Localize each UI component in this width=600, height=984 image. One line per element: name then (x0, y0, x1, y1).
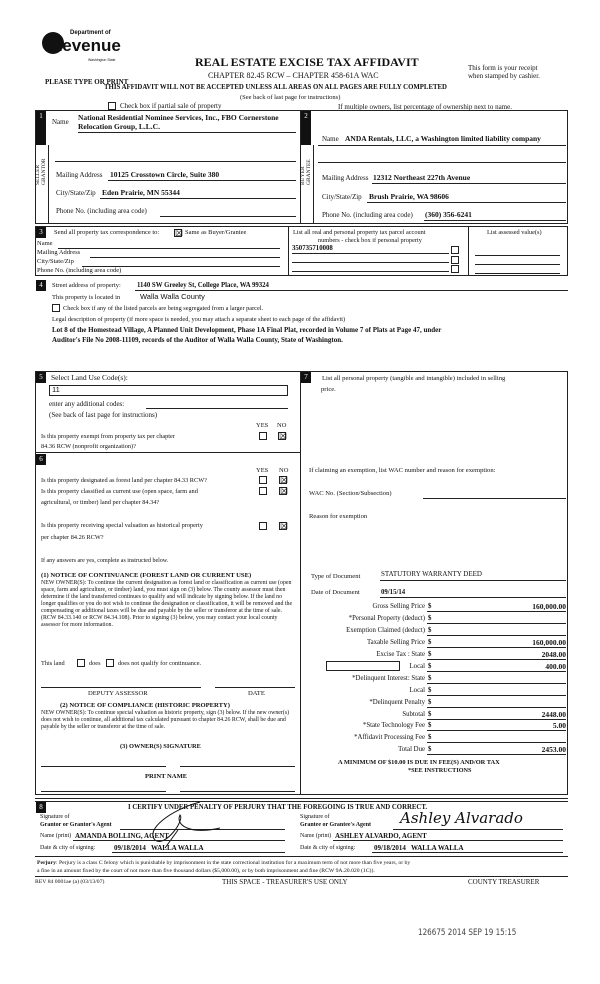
street-label: Street address of property: (52, 282, 121, 289)
section-8-badge: 8 (36, 802, 46, 813)
wac-field[interactable] (423, 498, 566, 499)
grantor-date-city[interactable]: 09/18/2014 WALLA WALLA (114, 844, 204, 852)
notice-compliance-heading: (2) NOTICE OF COMPLIANCE (HISTORIC PROPERTY) (60, 702, 230, 709)
county[interactable]: Walla Walla County (140, 292, 205, 301)
tax-row-label: Taxable Selling Price (366, 639, 425, 646)
historic-question-2: per chapter 84.26 RCW? (41, 534, 104, 541)
county-treasurer: COUNTY TREASURER (468, 878, 540, 886)
grantee-signature[interactable]: Ashley Alvarado (400, 809, 523, 827)
additional-codes-label: enter any additional codes: (49, 400, 125, 408)
buyer-city[interactable]: Brush Prairie, WA 98606 (369, 192, 449, 201)
buyer-address[interactable]: 12312 Northeast 227th Avenue (373, 173, 471, 182)
corr-name-field[interactable] (58, 248, 280, 249)
dollar-sign: $ (428, 651, 432, 658)
buyer-phone-label: Phone No. (including area code) (322, 211, 413, 219)
doc-date[interactable]: 09/15/14 (381, 589, 406, 596)
forest-no-checkbox[interactable]: ☒ (280, 475, 289, 485)
dollar-sign: $ (428, 663, 432, 670)
corr-city-label: City/State/Zip (37, 258, 74, 265)
personal-property-label-2: price. (321, 386, 336, 393)
grantee-date-city[interactable]: 09/18/2014 WALLA WALLA (374, 844, 464, 852)
seller-label: SELLER GRANTOR (35, 158, 47, 185)
land-use-code: 11 (52, 385, 60, 394)
form-revision: REV 84 0001ae (a) (03/13/07) (35, 879, 105, 885)
section-5-badge: 5 (36, 372, 46, 383)
historic-no-checkbox[interactable]: ☒ (280, 521, 289, 531)
does-qualify-checkbox[interactable] (77, 659, 85, 667)
chapter-line: CHAPTER 82.45 RCW – CHAPTER 458-61A WAC (208, 71, 379, 80)
if-yes-note: If any answers are yes, complete as instructed below. (41, 558, 169, 564)
seller-phone-label: Phone No. (including area code) (56, 207, 147, 215)
grantor-name-label: Name (print) (40, 833, 72, 839)
section-3-badge: 3 (36, 227, 46, 238)
tax-row-value[interactable]: 160,000.00 (532, 638, 566, 647)
grantor-signature-scribble (130, 800, 250, 850)
dollar-sign: $ (428, 711, 432, 718)
tax-row-value[interactable]: 5.00 (552, 721, 566, 730)
section-4-badge: 4 (36, 280, 46, 291)
dollar-sign: $ (428, 687, 432, 694)
tax-row-label: Subtotal (402, 711, 425, 718)
owner-signature-heading: (3) OWNER(S) SIGNATURE (120, 743, 201, 750)
tax-row-label: *Delinquent Interest: State (352, 675, 425, 682)
grantee-name-label: Name (print) (300, 833, 332, 839)
no-header: NO (277, 422, 287, 429)
exemption-claim-label: If claiming an exemption, list WAC number and reason for exemption: (309, 467, 496, 474)
tax-row-label: *Personal Property (deduct) (348, 615, 425, 622)
tax-row-value[interactable]: 2453.00 (541, 745, 566, 754)
parcel-header-2: numbers - check box if personal property (318, 237, 422, 244)
dollar-sign: $ (428, 722, 432, 729)
street-address[interactable]: 1140 SW Greeley St, College Place, WA 99324 (137, 282, 269, 289)
grantor-agent-label: Grantor or Grantor's Agent (40, 822, 112, 828)
grantee-date-label: Date & city of signing: (300, 845, 356, 851)
print-name-field-2[interactable] (180, 791, 295, 792)
signature-of-label: Signature of (300, 814, 330, 820)
see-back-5: (See back of last page for instructions) (49, 411, 158, 419)
seller-name-label: Name (52, 118, 69, 126)
land-use-code-field[interactable] (49, 385, 288, 396)
treasurer-stamp: 126675 2014 SEP 19 15:15 (418, 928, 517, 938)
treasurer-use-only: THIS SPACE - TREASURER'S USE ONLY (222, 878, 348, 886)
seller-address[interactable]: 10125 Crosstown Circle, Suite 380 (110, 170, 220, 179)
does-label: does (89, 660, 101, 667)
same-as-buyer-checkbox[interactable]: ☒ (175, 228, 184, 238)
logo-main: Revenue (50, 36, 121, 55)
perjury-text-2: a fine in an amount fixed by the court of not more than five thousand dollars ($5,000.00), or by both imprisonment and fine (RCW 9A.20.020 (1C)). (37, 868, 375, 874)
multiple-owners-note: If multiple owners, list percentage of ownership next to name. (338, 103, 512, 111)
dollar-sign: $ (428, 627, 432, 634)
section-1-badge: 1 (36, 111, 46, 145)
partial-sale-checkbox[interactable] (108, 102, 116, 110)
tax-row-label: *Affidavit Processing Fee (354, 734, 425, 741)
warning-line: THIS AFFIDAVIT WILL NOT BE ACCEPTED UNLESS ALL AREAS ON ALL PAGES ARE FULLY COMPLETED (104, 84, 447, 91)
personal-property-checkbox[interactable] (451, 256, 459, 264)
doc-type-label: Type of Document (311, 573, 361, 580)
yes-header: YES (256, 422, 269, 429)
personal-property-label: List all personal property (tangible and intangible) included in selling (322, 375, 506, 382)
tax-row-value[interactable]: 400.00 (545, 662, 566, 671)
legal-description-2[interactable]: Auditor's File No 2008-11109, records of the Auditor of Walla Walla County, State of Washington. (52, 336, 343, 344)
this-land-label: This land (41, 660, 65, 667)
personal-property-checkbox[interactable] (451, 265, 459, 273)
signature-of-label: Signature of (40, 814, 70, 820)
buyer-city-label: City/State/Zip (322, 193, 362, 201)
owner-signature[interactable] (41, 766, 166, 767)
section-7-badge: 7 (301, 372, 311, 383)
exempt-no-checkbox[interactable]: ☒ (279, 431, 288, 441)
forest-yes-checkbox[interactable] (259, 476, 267, 484)
additional-codes-field[interactable] (146, 408, 288, 409)
parcel-number[interactable]: 350735710008 (292, 245, 333, 252)
grantor-date-label: Date & city of signing: (40, 845, 96, 851)
dollar-sign: $ (428, 603, 432, 610)
minimum-due-note: A MINIMUM OF $10.00 IS DUE IN FEE(S) AND/OR TAX (338, 759, 500, 766)
tax-row-value[interactable]: 2448.00 (541, 710, 566, 719)
see-instructions: *SEE INSTRUCTIONS (408, 767, 472, 774)
no-header: NO (279, 467, 289, 474)
deputy-date[interactable] (215, 687, 295, 688)
form-title: REAL ESTATE EXCISE TAX AFFIDAVIT (195, 55, 419, 69)
current-use-question-2: agricultural, or timber) land per chapter 84.34? (41, 499, 160, 506)
grantee-name[interactable]: ASHLEY ALVARDO, AGENT (335, 832, 427, 840)
segregated-checkbox[interactable] (52, 304, 60, 312)
tax-row-label: Excise Tax : State (376, 651, 425, 658)
seller-city[interactable]: Eden Prairie, MN 55344 (102, 188, 180, 197)
segregated-label: Check box if any of the listed parcels are being segregated from a larger parcel. (63, 305, 264, 312)
section-6-badge: 6 (36, 454, 46, 465)
perjury-label: Perjury (37, 860, 56, 866)
dollar-sign: $ (428, 746, 432, 753)
notice-continuance-text: NEW OWNER(S): To continue the current designation as forest land or classification as current use (open space, farm and agriculture, or timber) land, you must sign on (3) below. The county assessor must then determine if the land transferred continues to qualify and will indicate by signing below. If the land no longer qualifies or you do not wish to continue the designation or classification, it will be removed and the compensating or additional taxes will be due and payable by the seller or transferor at the time of sale. (RCW 84.33.140 or RCW 84.34.108). Prior to signing (3) below, you may contact your local county assessor for more information. (41, 580, 293, 629)
land-use-label: Select Land Use Code(s): (51, 373, 128, 382)
assessed-header: List assessed value(s) (487, 229, 542, 236)
exempt-question-2: 84.36 RCW (nonprofit organization)? (41, 443, 136, 450)
does-not-label: does not qualify for continuance. (118, 660, 202, 667)
parcel-header: List all real and personal property tax parcel account (293, 229, 426, 236)
buyer-name-label: Name (322, 135, 339, 143)
wac-label: WAC No. (Section/Subsection) (309, 490, 392, 497)
tax-row-label: Local (409, 663, 425, 670)
receipt-note: This form is your receipt (468, 64, 538, 72)
tax-row-value[interactable]: 2048.00 (541, 650, 566, 659)
date-label: DATE (248, 690, 265, 697)
historic-yes-checkbox[interactable] (259, 522, 267, 530)
personal-property-checkbox[interactable] (451, 246, 459, 254)
tax-row-label: Exemption Claimed (deduct) (346, 627, 425, 634)
grantee-agent-label: Grantee or Grantee's Agent (300, 822, 372, 828)
dollar-sign: $ (428, 639, 432, 646)
seller-name-2[interactable]: Relocation Group, L.L.C. (78, 122, 160, 131)
dollar-sign: $ (428, 615, 432, 622)
local-code-box[interactable] (326, 661, 400, 671)
notice-compliance-text: NEW OWNER(S): To continue special valuation as historic property, sign (3) below. If the new owner(s) does not wish to continue, all additional tax calculated pursuant to chapter 84.26 RCW, shall be due and payable by the seller or transferor at the time of sale. (41, 710, 290, 731)
owner-signature-2[interactable] (180, 766, 295, 767)
doc-type[interactable]: STATUTORY WARRANTY DEED (381, 570, 482, 578)
historic-question: Is this property receiving special valuation as historical property (41, 522, 203, 529)
send-correspondence-label: Send all property tax correspondence to: (54, 229, 160, 236)
please-type: PLEASE TYPE OR PRINT (45, 78, 129, 86)
located-label: This property is located in (52, 294, 121, 301)
logo-state: Washington State (88, 58, 116, 62)
corr-phone-label: Phone No. (including area code) (37, 267, 122, 274)
buyer-phone[interactable]: (360) 356-6241 (425, 210, 472, 219)
grantor-name[interactable]: AMANDA BOLLING, AGENT (75, 832, 169, 840)
notice-continuance-heading: (1) NOTICE OF CONTINUANCE (FOREST LAND OR CURRENT USE) (41, 572, 252, 579)
exempt-yes-checkbox[interactable] (259, 432, 267, 440)
print-name-field[interactable] (41, 791, 166, 792)
buyer-name[interactable]: ANDA Rentals, LLC, a Washington limited liability company (345, 134, 541, 143)
tax-row-label: *Delinquent Penalty (369, 699, 425, 706)
yes-header: YES (256, 467, 269, 474)
seller-address-label: Mailing Address (56, 171, 103, 179)
receipt-note-2: when stamped by cashier. (468, 72, 540, 80)
exempt-question: Is this property exempt from property tax per chapter (41, 433, 175, 440)
section-2-badge: 2 (301, 111, 311, 145)
tax-row-label: Total Due (398, 746, 425, 753)
corr-phone-field[interactable] (140, 275, 280, 276)
same-as-buyer-label: Same as Buyer/Grantee (185, 229, 247, 236)
certify-statement: I CERTIFY UNDER PENALTY OF PERJURY THAT THE FOREGOING IS TRUE AND CORRECT. (128, 804, 428, 811)
current-use-yes-checkbox[interactable] (259, 487, 267, 495)
current-use-question: Is this property classified as current use (open space, farm and (41, 488, 198, 495)
deputy-assessor-label: DEPUTY ASSESSOR (88, 690, 148, 697)
dor-logo (40, 26, 130, 71)
current-use-no-checkbox[interactable]: ☒ (280, 486, 289, 496)
seller-city-label: City/State/Zip (56, 189, 96, 197)
deputy-assessor-signature[interactable] (41, 687, 201, 688)
tax-row-value[interactable]: 160,000.00 (532, 602, 566, 611)
perjury-text: : Perjury is a class C felony which is punishable by imprisonment in the state correctional institution for a maximum term of not more than five years, or by (55, 860, 411, 866)
tax-row-label: Gross Selling Price (372, 603, 425, 610)
dollar-sign: $ (428, 734, 432, 741)
see-back: (See back of last page for instructions) (240, 94, 341, 101)
seller-phone-field[interactable] (160, 216, 296, 217)
buyer-address-label: Mailing Address (322, 174, 369, 182)
corr-name-label: Name (37, 240, 53, 247)
legal-description[interactable]: Lot 8 of the Homestead Village, A Planned Unit Development, Phase 1A Final Plat, recorded in Volume 7 of Plats at Page 47, under (52, 326, 442, 334)
does-not-qualify-checkbox[interactable] (106, 659, 114, 667)
tax-row-label: Local (409, 687, 425, 694)
reason-label: Reason for exemption (309, 513, 368, 520)
dollar-sign: $ (428, 675, 432, 682)
partial-sale-label: Check box if partial sale of property (120, 102, 222, 110)
print-name-label: PRINT NAME (145, 773, 188, 780)
logo-dept: Department of (70, 30, 111, 36)
corr-address-field[interactable] (90, 257, 280, 258)
dollar-sign: $ (428, 699, 432, 706)
forest-question: Is this property designated as forest land per chapter 84.33 RCW? (41, 477, 207, 484)
legal-label: Legal description of property (if more space is needed, you may attach a separate sheet to each page of the affidavit) (52, 316, 346, 323)
doc-date-label: Date of Document (311, 589, 360, 596)
corr-address-label: Mailing Address (37, 249, 81, 256)
buyer-label: BUYER GRANTEE (300, 159, 312, 185)
tax-row-label: *State Technology Fee (362, 722, 425, 729)
seller-name[interactable]: National Residential Nominee Services, Inc., FBO Cornerstone (78, 113, 279, 122)
